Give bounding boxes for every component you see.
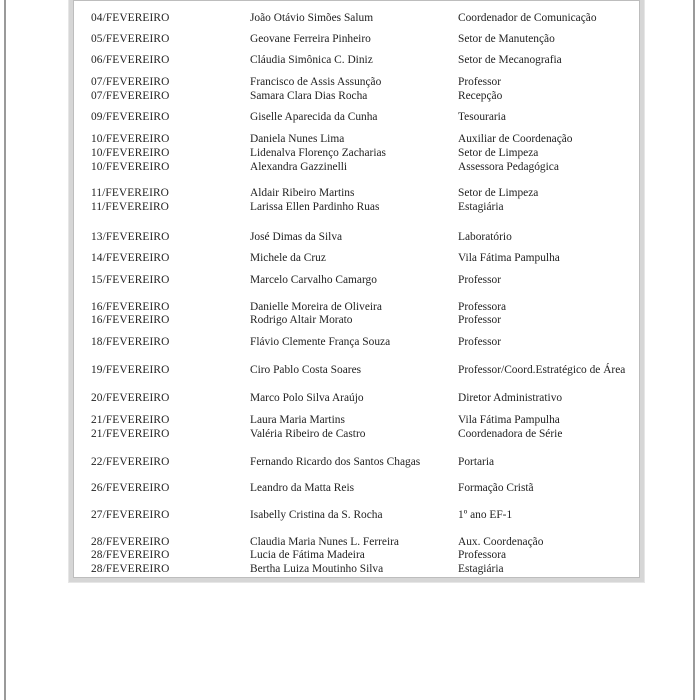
row-role: Professor [458, 314, 502, 326]
row-name: Francisco de Assis Assunção [250, 76, 382, 88]
row-date: 09/FEVEREIRO [91, 111, 170, 123]
list-row [0, 455, 700, 469]
row-name: Valéria Ribeiro de Castro [250, 428, 366, 440]
row-date: 10/FEVEREIRO [91, 147, 170, 159]
row-role: Estagiária [458, 563, 504, 575]
list-row [0, 391, 700, 405]
row-name: Danielle Moreira de Oliveira [250, 301, 382, 313]
row-name: Lidenalva Florenço Zacharias [250, 147, 386, 159]
page-border-left [4, 0, 6, 700]
list-row [0, 508, 700, 522]
row-date: 05/FEVEREIRO [91, 33, 170, 45]
row-role: Vila Fátima Pampulha [458, 414, 560, 426]
list-row [0, 363, 700, 377]
row-name: Alexandra Gazzinelli [250, 161, 348, 173]
row-name: Isabelly Cristina da S. Rocha [250, 509, 383, 521]
list-row [0, 160, 700, 174]
row-date: 14/FEVEREIRO [91, 252, 170, 264]
row-role: Laboratório [458, 231, 512, 243]
row-name: Larissa Ellen Pardinho Ruas [250, 201, 380, 213]
row-role: Estagiária [458, 201, 504, 213]
list-row [0, 11, 700, 25]
list-row [0, 132, 700, 146]
row-date: 28/FEVEREIRO [91, 536, 170, 548]
list-row [0, 335, 700, 349]
row-date: 04/FEVEREIRO [91, 12, 170, 24]
row-date: 10/FEVEREIRO [91, 133, 170, 145]
list-row [0, 427, 700, 441]
row-date: 10/FEVEREIRO [91, 161, 170, 173]
list-row [0, 32, 700, 46]
row-date: 21/FEVEREIRO [91, 414, 170, 426]
list-row [0, 230, 700, 244]
list-row [0, 481, 700, 495]
row-role: Professor [458, 274, 502, 286]
row-date: 22/FEVEREIRO [91, 456, 170, 468]
row-role: Professora [458, 301, 507, 313]
row-date: 07/FEVEREIRO [91, 76, 170, 88]
row-name: Daniela Nunes Lima [250, 133, 345, 145]
row-name: Claudia Maria Nunes L. Ferreira [250, 536, 399, 548]
row-date: 11/FEVEREIRO [91, 201, 169, 213]
list-row [0, 110, 700, 124]
row-role: Formação Cristã [458, 482, 534, 494]
row-role: Setor de Mecanografia [458, 54, 562, 66]
list-row [0, 548, 700, 562]
row-name: Samara Clara Dias Rocha [250, 90, 368, 102]
row-name: Giselle Aparecida da Cunha [250, 111, 378, 123]
row-name: José Dimas da Silva [250, 231, 343, 243]
row-role: Setor de Limpeza [458, 147, 539, 159]
row-date: 27/FEVEREIRO [91, 509, 170, 521]
row-date: 19/FEVEREIRO [91, 364, 170, 376]
row-date: 15/FEVEREIRO [91, 274, 170, 286]
row-name: Marco Polo Silva Araújo [250, 392, 364, 404]
row-date: 20/FEVEREIRO [91, 392, 170, 404]
list-row [0, 53, 700, 67]
row-name: Flávio Clemente França Souza [250, 336, 391, 348]
list-row [0, 273, 700, 287]
row-role: Coordenador de Comunicação [458, 12, 597, 24]
row-role: Professor [458, 76, 502, 88]
row-date: 13/FEVEREIRO [91, 231, 170, 243]
row-role: Professor [458, 336, 502, 348]
row-date: 16/FEVEREIRO [91, 301, 170, 313]
row-name: Michele da Cruz [250, 252, 326, 264]
row-name: Aldair Ribeiro Martins [250, 187, 355, 199]
row-role: Aux. Coordenação [458, 536, 544, 548]
list-row [0, 146, 700, 160]
row-role: Auxiliar de Coordenação [458, 133, 573, 145]
row-date: 16/FEVEREIRO [91, 314, 170, 326]
row-name: João Otávio Simões Salum [250, 12, 374, 24]
list-row [0, 300, 700, 314]
row-role: Setor de Manutenção [458, 33, 555, 45]
row-name: Ciro Pablo Costa Soares [250, 364, 362, 376]
row-role: Professora [458, 549, 507, 561]
row-name: Rodrigo Altair Morato [250, 314, 353, 326]
row-name: Fernando Ricardo dos Santos Chagas [250, 456, 421, 468]
row-name: Leandro da Matta Reis [250, 482, 355, 494]
row-date: 07/FEVEREIRO [91, 90, 170, 102]
list-row [0, 535, 700, 549]
list-row [0, 200, 700, 214]
list-row [0, 413, 700, 427]
row-role: 1º ano EF-1 [458, 509, 513, 521]
list-row [0, 89, 700, 103]
list-row [0, 186, 700, 200]
row-name: Cláudia Simônica C. Diniz [250, 54, 373, 66]
row-role: Coordenadora de Série [458, 428, 563, 440]
list-row [0, 562, 700, 576]
row-role: Setor de Limpeza [458, 187, 539, 199]
row-date: 11/FEVEREIRO [91, 187, 169, 199]
row-name: Geovane Ferreira Pinheiro [250, 33, 371, 45]
row-date: 18/FEVEREIRO [91, 336, 170, 348]
row-role: Professor/Coord.Estratégico de Área [458, 364, 626, 376]
row-date: 21/FEVEREIRO [91, 428, 170, 440]
row-date: 28/FEVEREIRO [91, 549, 170, 561]
row-role: Vila Fátima Pampulha [458, 252, 560, 264]
row-date: 26/FEVEREIRO [91, 482, 170, 494]
row-name: Bertha Luiza Moutinho Silva [250, 563, 384, 575]
row-role: Assessora Pedagógica [458, 161, 559, 173]
row-role: Diretor Administrativo [458, 392, 563, 404]
row-name: Marcelo Carvalho Camargo [250, 274, 377, 286]
row-role: Tesouraria [458, 111, 506, 123]
list-row [0, 251, 700, 265]
list-row [0, 313, 700, 327]
list-row [0, 75, 700, 89]
row-date: 06/FEVEREIRO [91, 54, 170, 66]
row-name: Lucia de Fátima Madeira [250, 549, 365, 561]
row-date: 28/FEVEREIRO [91, 563, 170, 575]
page-border-right [693, 0, 695, 700]
row-role: Portaria [458, 456, 495, 468]
row-role: Recepção [458, 90, 503, 102]
row-name: Laura Maria Martins [250, 414, 345, 426]
